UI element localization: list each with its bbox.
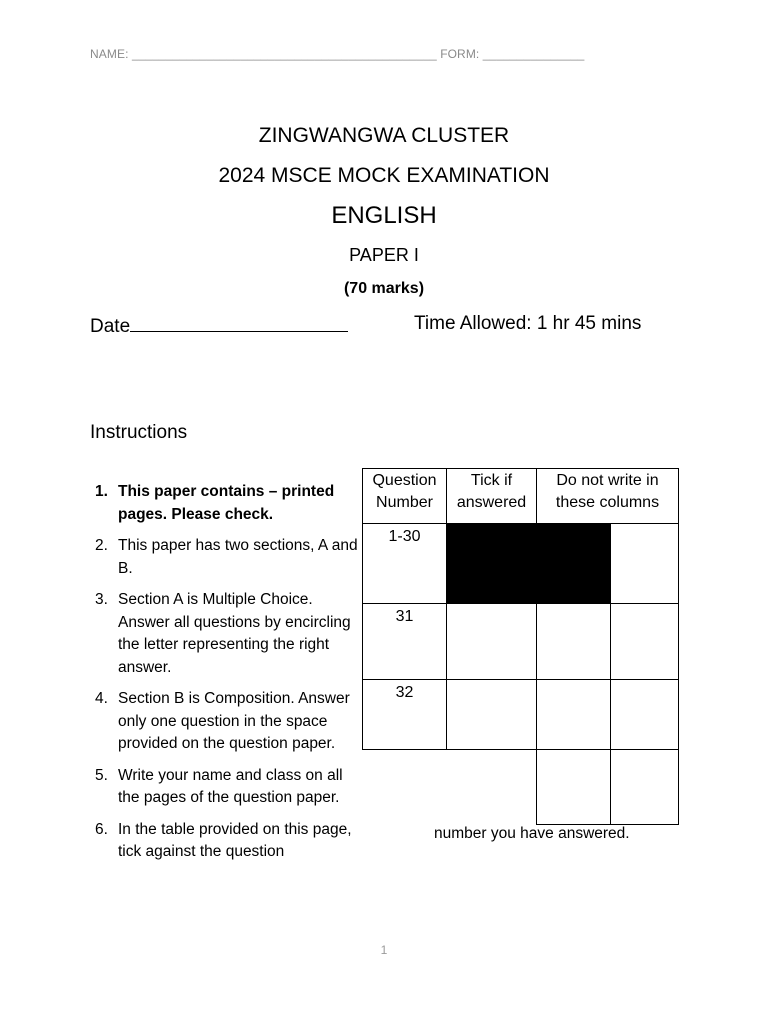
- instruction-emphasis: two: [224, 537, 249, 554]
- subject-title: ENGLISH: [331, 202, 437, 229]
- instruction-emphasis: one: [150, 712, 177, 730]
- tick-cell[interactable]: [447, 604, 537, 680]
- instruction-continuation: number you have answered.: [434, 825, 630, 842]
- instruction-emphasis: B: [174, 690, 185, 707]
- marker-cell: [611, 604, 679, 680]
- empty-cell: [447, 750, 537, 825]
- marker-cell: [537, 680, 611, 750]
- instruction-text: question in the space provided on the question paper.: [118, 712, 336, 752]
- instructions-list: [90, 481, 362, 873]
- instruction-emphasis: class: [265, 766, 302, 784]
- instruction-number: 6.: [95, 820, 108, 838]
- instruction-text: against the question: [141, 843, 285, 860]
- instruction-number: 4.: [95, 690, 108, 707]
- marker-cell: [611, 680, 679, 750]
- instruction-emphasis: all: [174, 613, 190, 631]
- total-cell: [611, 750, 679, 825]
- question-number-cell: 31: [363, 604, 447, 680]
- instruction-number: 2.: [95, 537, 108, 554]
- instruction-text: In the table provided on this page,: [118, 820, 352, 838]
- marker-cell: [537, 604, 611, 680]
- instruction-text: sections,: [248, 537, 318, 554]
- question-number-cell: 1-30: [363, 524, 447, 604]
- header-question-number: Question Number: [363, 469, 447, 524]
- date-blank[interactable]: [130, 313, 348, 332]
- cluster-title: ZINGWANGWA CLUSTER: [258, 124, 510, 147]
- date-field: [90, 313, 348, 338]
- instruction-text: .: [128, 559, 133, 577]
- instruction-item: [90, 535, 362, 580]
- instruction-emphasis: name: [192, 766, 232, 784]
- total-cell: [537, 750, 611, 825]
- instruction-emphasis: A: [173, 591, 183, 608]
- instruction-text: on all the pages of the question paper.: [118, 766, 343, 806]
- instruction-item: [90, 819, 362, 864]
- date-label: Date: [90, 316, 131, 337]
- instruction-number: 1.: [95, 483, 108, 500]
- instruction-emphasis: B: [118, 559, 129, 577]
- answer-table: [362, 468, 679, 825]
- header-tick-if-answered: Tick if answered: [447, 469, 537, 524]
- instruction-text: is Composition. Answer only: [118, 690, 350, 730]
- instruction-item: [90, 481, 362, 526]
- instruction-text: Section: [118, 591, 174, 608]
- name-form-line: NAME: _____________________________________________ FORM: _______________: [90, 47, 585, 61]
- tick-cell[interactable]: [447, 680, 537, 750]
- instructions-heading: Instructions: [90, 422, 188, 443]
- paper-title: PAPER I: [349, 245, 419, 265]
- instruction-number: 3.: [95, 591, 108, 608]
- instruction-text: This paper has: [118, 537, 225, 554]
- marker-cell: [611, 524, 679, 604]
- instruction-item: [90, 765, 362, 810]
- instruction-emphasis: A: [317, 537, 328, 554]
- instruction-text: and: [231, 766, 266, 784]
- instruction-item: [90, 589, 362, 679]
- blacked-out-cell: [537, 524, 611, 604]
- marks-label: (70 marks): [343, 280, 425, 297]
- instruction-text: Section: [118, 690, 175, 707]
- instruction-number: 5.: [95, 766, 108, 784]
- instruction-text: and: [327, 537, 358, 554]
- question-number-cell: 32: [363, 680, 447, 750]
- exam-title: 2024 MSCE MOCK EXAMINATION: [218, 164, 550, 187]
- empty-cell: [363, 750, 447, 825]
- page-number: 1: [380, 943, 388, 957]
- instruction-text: This paper contains – printed pages. Please check.: [118, 483, 335, 523]
- time-allowed: Time Allowed: 1 hr 45 mins: [414, 313, 642, 334]
- header-do-not-write: Do not write in these columns: [537, 469, 679, 524]
- instruction-text: questions by encircling the letter representing the right answer.: [118, 613, 351, 676]
- blacked-out-cell: [447, 524, 537, 604]
- instruction-item: [90, 688, 362, 756]
- instruction-text: is Multiple Choice. Answer: [118, 591, 313, 631]
- instruction-text: Write your: [118, 766, 193, 784]
- instruction-emphasis: tick: [118, 843, 142, 860]
